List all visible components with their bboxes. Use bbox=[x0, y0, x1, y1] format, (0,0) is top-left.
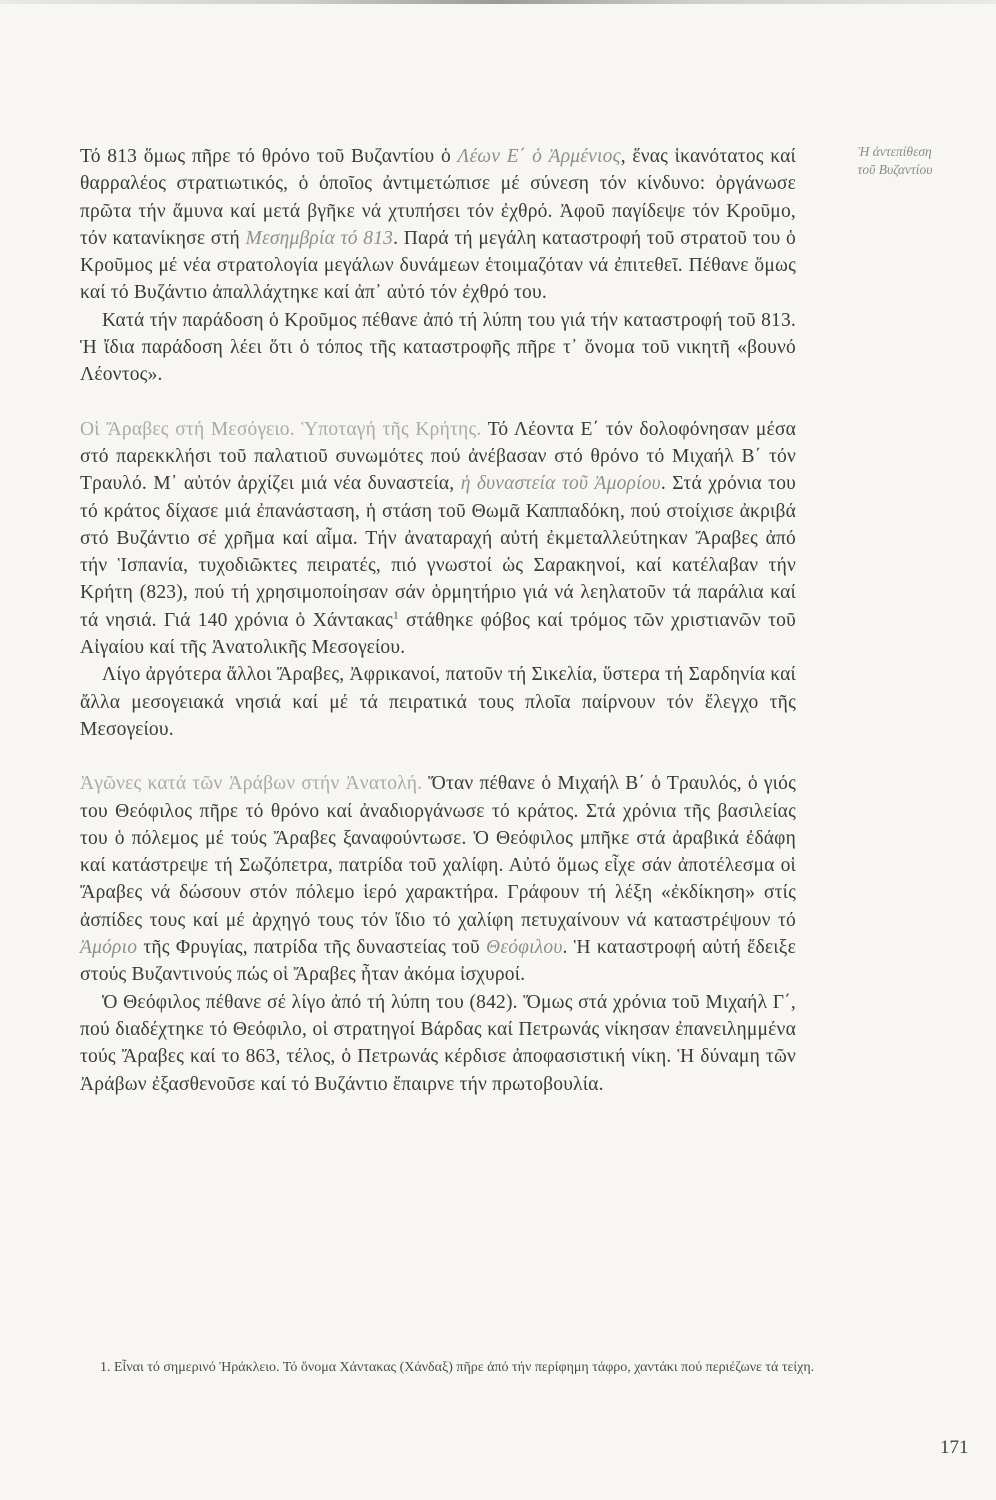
margin-note-line: Ἡ ἀντεπίθεση bbox=[858, 144, 932, 159]
footnote: 1. Εἶναι τό σημερινό Ἡράκλειο. Τό ὄνομα Χάντακας (Χάνδαξ) πῆρε ἀπό τήν περίφημη τάφρο, χαντάκι πού περιέζωνε τά τείχη. bbox=[100, 1360, 815, 1375]
text-run: Τό Λέοντα Ε΄ τόν δολοφόνησαν μέσα στό παρεκκλήσι τοῦ παλατιοῦ συνωμότες πού ἀνέβασαν στό θρόνο τό Μιχαήλ Β΄ τόν Τραυλό. Μ᾽ αὐτόν ἀρχίζει μιά νέα δυναστεία, bbox=[80, 418, 796, 495]
margin-note-line: τοῦ Βυζαντίου bbox=[857, 162, 933, 177]
italic-term: Λέων Ε΄ ὁ Ἀρμένιος bbox=[457, 146, 621, 167]
body-paragraph bbox=[80, 770, 796, 988]
top-edge-line bbox=[0, 0, 996, 4]
text-run: . Ἡ καταστροφή αὐτή ἔδειξε στούς Βυζαντινούς πώς οἱ Ἄραβες ἦταν ἀκόμα ἰσχυροί. bbox=[80, 937, 796, 986]
text-run: Ὅταν πέθανε ὁ Μιχαήλ Β΄ ὁ Τραυλός, ὁ γιός του Θεόφιλος πῆρε τό θρόνο καί ἀναδιοργάνωσε τό κράτος. Στά χρόνια τῆς βασιλείας του ὁ πόλεμος μέ τούς Ἄραβες ξαναφούντωσε. Ὁ Θεόφιλος μπῆκε στά ἀραβικά ἐδάφη καί κατάστρεψε τή Σωζόπετρα, πατρίδα τοῦ χαλίφη. Αὐτό ὅμως εἶχε σάν ἀποτέλεσμα οἱ Ἄραβες νά δώσουν στόν πόλεμο ἱερό χαρακτήρα. Γράφουν τή λέξη «ἐκδίκηση» στίς ἀσπίδες τους καί μέ ἀρχηγό τους τόν ἴδιο τό χαλίφη πετυχαίνουν νά καταστρέψουν τό bbox=[80, 773, 796, 931]
section-heading: Ἀγῶνες κατά τῶν Ἀράβων στήν Ἀνατολή. bbox=[80, 773, 429, 795]
body-paragraph bbox=[80, 416, 796, 662]
italic-term: Θεόφιλου bbox=[486, 937, 563, 959]
footnote-ref: 1 bbox=[393, 609, 399, 622]
margin-note bbox=[810, 143, 980, 179]
text-run: τῆς Φρυγίας, πατρίδα τῆς δυναστείας τοῦ bbox=[137, 937, 487, 959]
body-paragraph bbox=[80, 307, 796, 389]
body-paragraph bbox=[80, 143, 796, 307]
body-paragraph bbox=[80, 661, 796, 743]
text-run: Κατά τήν παράδοση ὁ Κροῦμος πέθανε ἀπό τή λύπη του γιά τήν καταστροφή τοῦ 813. Ἡ ἴδια παράδοση λέει ὅτι ὁ τόπος τῆς καταστροφῆς πῆρε τ᾽ ὄνομα τοῦ νικητῆ «βουνό Λέοντος». bbox=[80, 309, 796, 386]
text-run: Τό 813 ὅμως πῆρε τό θρόνο τοῦ Βυζαντίου ὁ bbox=[80, 146, 458, 167]
text-run: Λίγο ἀργότερα ἄλλοι Ἄραβες, Ἀφρικανοί, πατοῦν τή Σικελία, ὕστερα τή Σαρδηνία καί ἄλλα μεσογειακά νησιά καί μέ τά πειρατικά τους πλοῖα παίρνουν τόν ἔλεγχο τῆς Μεσογείου. bbox=[80, 664, 796, 740]
text-run: . Παρά τή μεγάλη καταστροφή τοῦ στρατοῦ του ὁ Κροῦμος μέ νέα στρατολογία μεγάλων δυνάμεων ἑτοιμαζόταν νά ἐπιτεθεῖ. Πέθανε ὅμως καί τό Βυζάντιο ἀπαλλάχτηκε καί ἀπ᾽ αὐτό τόν ἐχθρό του. bbox=[80, 227, 796, 304]
page-number: 171 bbox=[940, 1437, 969, 1458]
text-run: , ἕνας ἱκανότατος καί θαρραλέος στρατιωτικός, ὁ ὁποῖος ἀντιμετώπισε μέ σύνεση τόν κίνδυνο: ὀργάνωσε πρῶτα τήν ἄμυνα καί μετά βγῆκε νά χτυπήσει τόν ἐχθρό. Ἀφοῦ παγίδεψε τόν Κροῦμο, τόν κατανίκησε στή bbox=[80, 146, 796, 249]
main-text bbox=[80, 143, 796, 1098]
text-run: στάθηκε φόβος καί τρόμος τῶν χριστιανῶν τοῦ Αἰγαίου καί τῆς Ἀνατολικῆς Μεσογείου. bbox=[80, 609, 796, 659]
italic-term: Ἀμόριο bbox=[80, 937, 138, 959]
text-run: . Στά χρόνια του τό κράτος δίχασε μιά ἐπανάσταση, ἡ στάση τοῦ Θωμᾶ Καππαδόκη, πού στοίχισε ἀκριβά στό Βυζάντιο σέ χρῆμα καί αἷμα. Τήν ἀναταραχή αὐτή ἐκμεταλλεύτηκαν Ἄραβες ἀπό τήν Ἱσπανία, τυχοδιῶκτες πειρατές, πιό γνωστοί ὡς Σαρακηνοί, καί κατέλαβαν τήν Κρήτη (823), πού τή χρησιμοποίησαν σάν ὁρμητήριο γιά νά λεηλατοῦν τά παράλια καί τά νησιά. Γιά 140 χρόνια ὁ Χάντακας bbox=[80, 473, 796, 631]
section-heading: Οἱ Ἄραβες στή Μεσόγειο. Ὑποταγή τῆς Κρήτης. bbox=[80, 418, 488, 440]
body-paragraph bbox=[80, 989, 796, 1098]
italic-term: ἡ δυναστεία τοῦ Ἀμορίου bbox=[460, 473, 661, 495]
italic-term: Μεσημβρία τό 813 bbox=[245, 227, 394, 249]
text-run: Ὁ Θεόφιλος πέθανε σέ λίγο ἀπό τή λύπη του (842). Ὅμως στά χρόνια τοῦ Μιχαήλ Γ΄, πού διαδέχτηκε τό Θεόφιλο, οἱ στρατηγοί Βάρδας καί Πετρωνάς νίκησαν ἐπανειλημμένα τούς Ἄραβες καί το 863, τέλος, ὁ Πετρωνάς κέρδισε ἀποφασιστική νίκη. Ἡ δύναμη τῶν Ἀράβων ἐξασθενοῦσε καί τό Βυζάντιο ἔπαιρνε τήν πρωτοβουλία. bbox=[80, 991, 796, 1095]
